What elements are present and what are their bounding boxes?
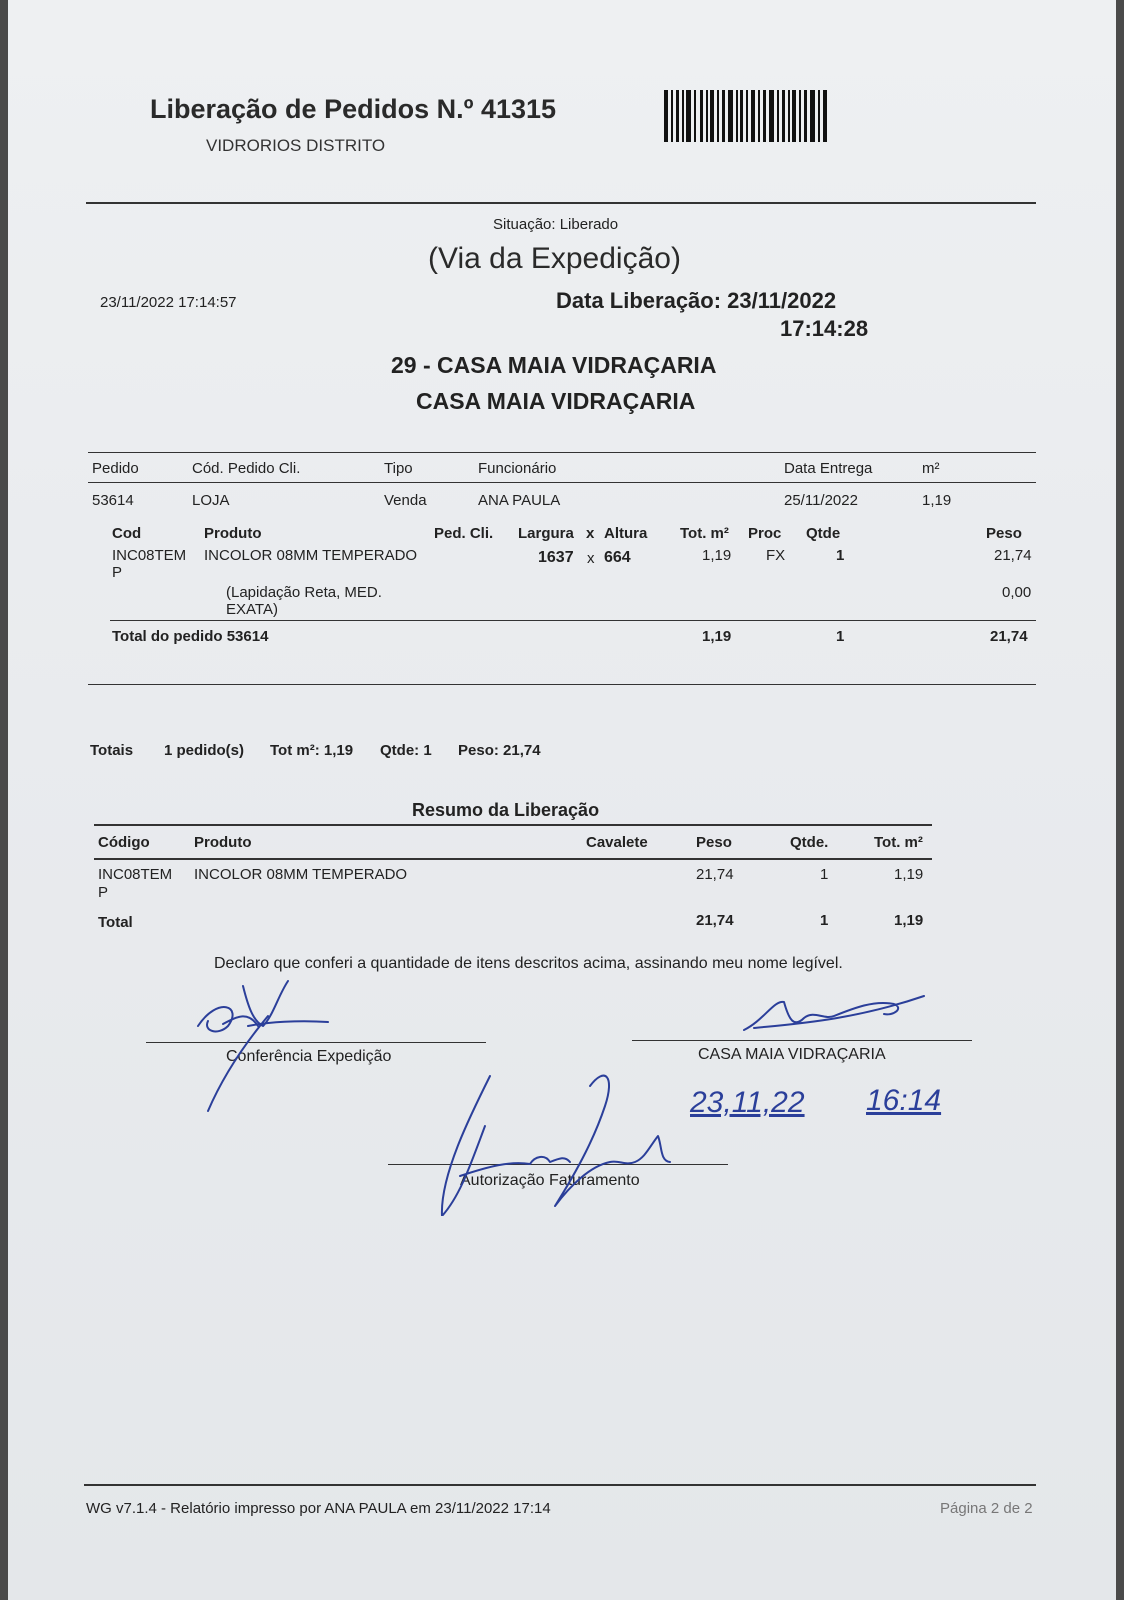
item-col-tot-m2: Tot. m²	[680, 525, 729, 542]
signature-autorizacao	[430, 1066, 690, 1216]
item-proc: FX	[766, 547, 786, 564]
declaration-text: Declaro que conferi a quantidade de itens descritos acima, assinando meu nome legível.	[214, 955, 843, 972]
order-total-tot-m2: 1,19	[702, 628, 732, 645]
item-col-proc: Proc	[748, 525, 782, 542]
footer-divider	[84, 1484, 1036, 1486]
order-total-line	[110, 620, 1036, 621]
resumo-col-tot-m2: Tot. m²	[874, 834, 923, 851]
col-funcionario: Funcionário	[478, 460, 557, 477]
resumo-total-peso: 21,74	[696, 912, 734, 929]
header-divider	[86, 202, 1036, 204]
totais-label: Totais	[90, 742, 134, 759]
data-liberacao: Data Liberação: 23/11/2022	[556, 288, 837, 313]
label-conferencia: Conferência Expedição	[226, 1048, 392, 1065]
order-table-bottom-line	[88, 684, 1036, 685]
situacao-label: Situação: Liberado	[493, 216, 619, 233]
item-col-largura: Largura	[518, 525, 574, 542]
data-liberacao-time: 17:14:28	[780, 316, 869, 341]
item-cod-line-2: P	[112, 564, 123, 581]
resumo-total-label: Total	[98, 914, 133, 931]
signature-line-cliente	[632, 1040, 972, 1041]
col-m2: m²	[922, 460, 940, 477]
document-title: Liberação de Pedidos N.º 41315	[150, 94, 557, 124]
resumo-title: Resumo da Liberação	[412, 800, 600, 820]
client-line-1: 29 - CASA MAIA VIDRAÇARIA	[391, 352, 717, 378]
order-table-top-line	[88, 452, 1036, 453]
resumo-col-peso: Peso	[696, 834, 732, 851]
col-pedido: Pedido	[92, 460, 139, 477]
order-m2: 1,19	[922, 492, 952, 509]
resumo-codigo-line-1: INC08TEM	[98, 866, 173, 883]
item-produto: INCOLOR 08MM TEMPERADO	[204, 547, 418, 564]
totais-tot-m2: Tot m²: 1,19	[270, 742, 354, 759]
printed-timestamp: 23/11/2022 17:14:57	[100, 294, 237, 311]
order-total-peso: 21,74	[990, 628, 1028, 645]
order-cod-pedido-cli: LOJA	[192, 492, 230, 509]
resumo-qtde: 1	[820, 866, 829, 883]
company-name: VIDRORIOS DISTRITO	[206, 136, 386, 155]
order-data-entrega: 25/11/2022	[784, 492, 858, 509]
document-page	[8, 0, 1116, 1600]
item-col-produto: Produto	[204, 525, 262, 542]
handwritten-time: 16:14	[866, 1084, 942, 1117]
resumo-col-cavalete: Cavalete	[586, 834, 648, 851]
signature-conferencia	[188, 976, 348, 1146]
item-col-altura: Altura	[604, 525, 648, 542]
resumo-tot-m2: 1,19	[894, 866, 924, 883]
resumo-header-line	[94, 858, 932, 860]
totais-qtde: Qtde: 1	[380, 742, 432, 759]
resumo-total-qtde: 1	[820, 912, 829, 929]
client-line-2: CASA MAIA VIDRAÇARIA	[416, 388, 696, 414]
resumo-produto: INCOLOR 08MM TEMPERADO	[194, 866, 408, 883]
resumo-peso: 21,74	[696, 866, 734, 883]
item-qtde: 1	[836, 547, 845, 564]
via-label: (Via da Expedição)	[428, 242, 681, 275]
sub-item-line-1: (Lapidação Reta, MED.	[226, 584, 382, 601]
item-col-peso: Peso	[986, 525, 1022, 542]
resumo-col-qtde: Qtde.	[790, 834, 829, 851]
resumo-total-tot-m2: 1,19	[894, 912, 924, 929]
resumo-codigo-line-2: P	[98, 884, 109, 901]
totais-pedidos: 1 pedido(s)	[164, 742, 245, 759]
col-cod-pedido-cli: Cód. Pedido Cli.	[192, 460, 301, 477]
item-peso: 21,74	[994, 547, 1032, 564]
resumo-top-line	[94, 824, 932, 826]
item-x: x	[587, 550, 595, 567]
page-number: Página 2 de 2	[940, 1500, 1033, 1517]
barcode	[664, 90, 834, 142]
signature-cliente	[734, 990, 934, 1040]
item-tot-m2: 1,19	[702, 547, 732, 564]
resumo-col-produto: Produto	[194, 834, 252, 851]
handwritten-date: 23,11,22	[690, 1086, 805, 1119]
label-autorizacao: Autorização Faturamento	[460, 1172, 640, 1189]
label-cliente: CASA MAIA VIDRAÇARIA	[698, 1046, 886, 1063]
item-altura: 664	[604, 549, 631, 566]
item-col-cod: Cod	[112, 525, 142, 542]
totais-peso: Peso: 21,74	[458, 742, 541, 759]
resumo-col-codigo: Código	[98, 834, 150, 851]
item-largura: 1637	[538, 549, 574, 566]
item-cod-line-1: INC08TEM	[112, 547, 187, 564]
order-total-qtde: 1	[836, 628, 845, 645]
sub-item-line-2: EXATA)	[226, 601, 278, 618]
sub-item-peso: 0,00	[1002, 584, 1032, 601]
order-tipo: Venda	[384, 492, 427, 509]
col-data-entrega: Data Entrega	[784, 460, 873, 477]
order-table-header-line	[88, 482, 1036, 483]
order-pedido: 53614	[92, 492, 134, 509]
item-col-qtde: Qtde	[806, 525, 841, 542]
order-funcionario: ANA PAULA	[478, 492, 561, 509]
col-tipo: Tipo	[384, 460, 413, 477]
footer-printed-by: WG v7.1.4 - Relatório impresso por ANA PAULA em 23/11/2022 17:14	[86, 1500, 551, 1517]
order-total-label: Total do pedido 53614	[112, 628, 269, 645]
item-col-ped-cli: Ped. Cli.	[434, 525, 494, 542]
item-col-x: x	[586, 525, 595, 542]
